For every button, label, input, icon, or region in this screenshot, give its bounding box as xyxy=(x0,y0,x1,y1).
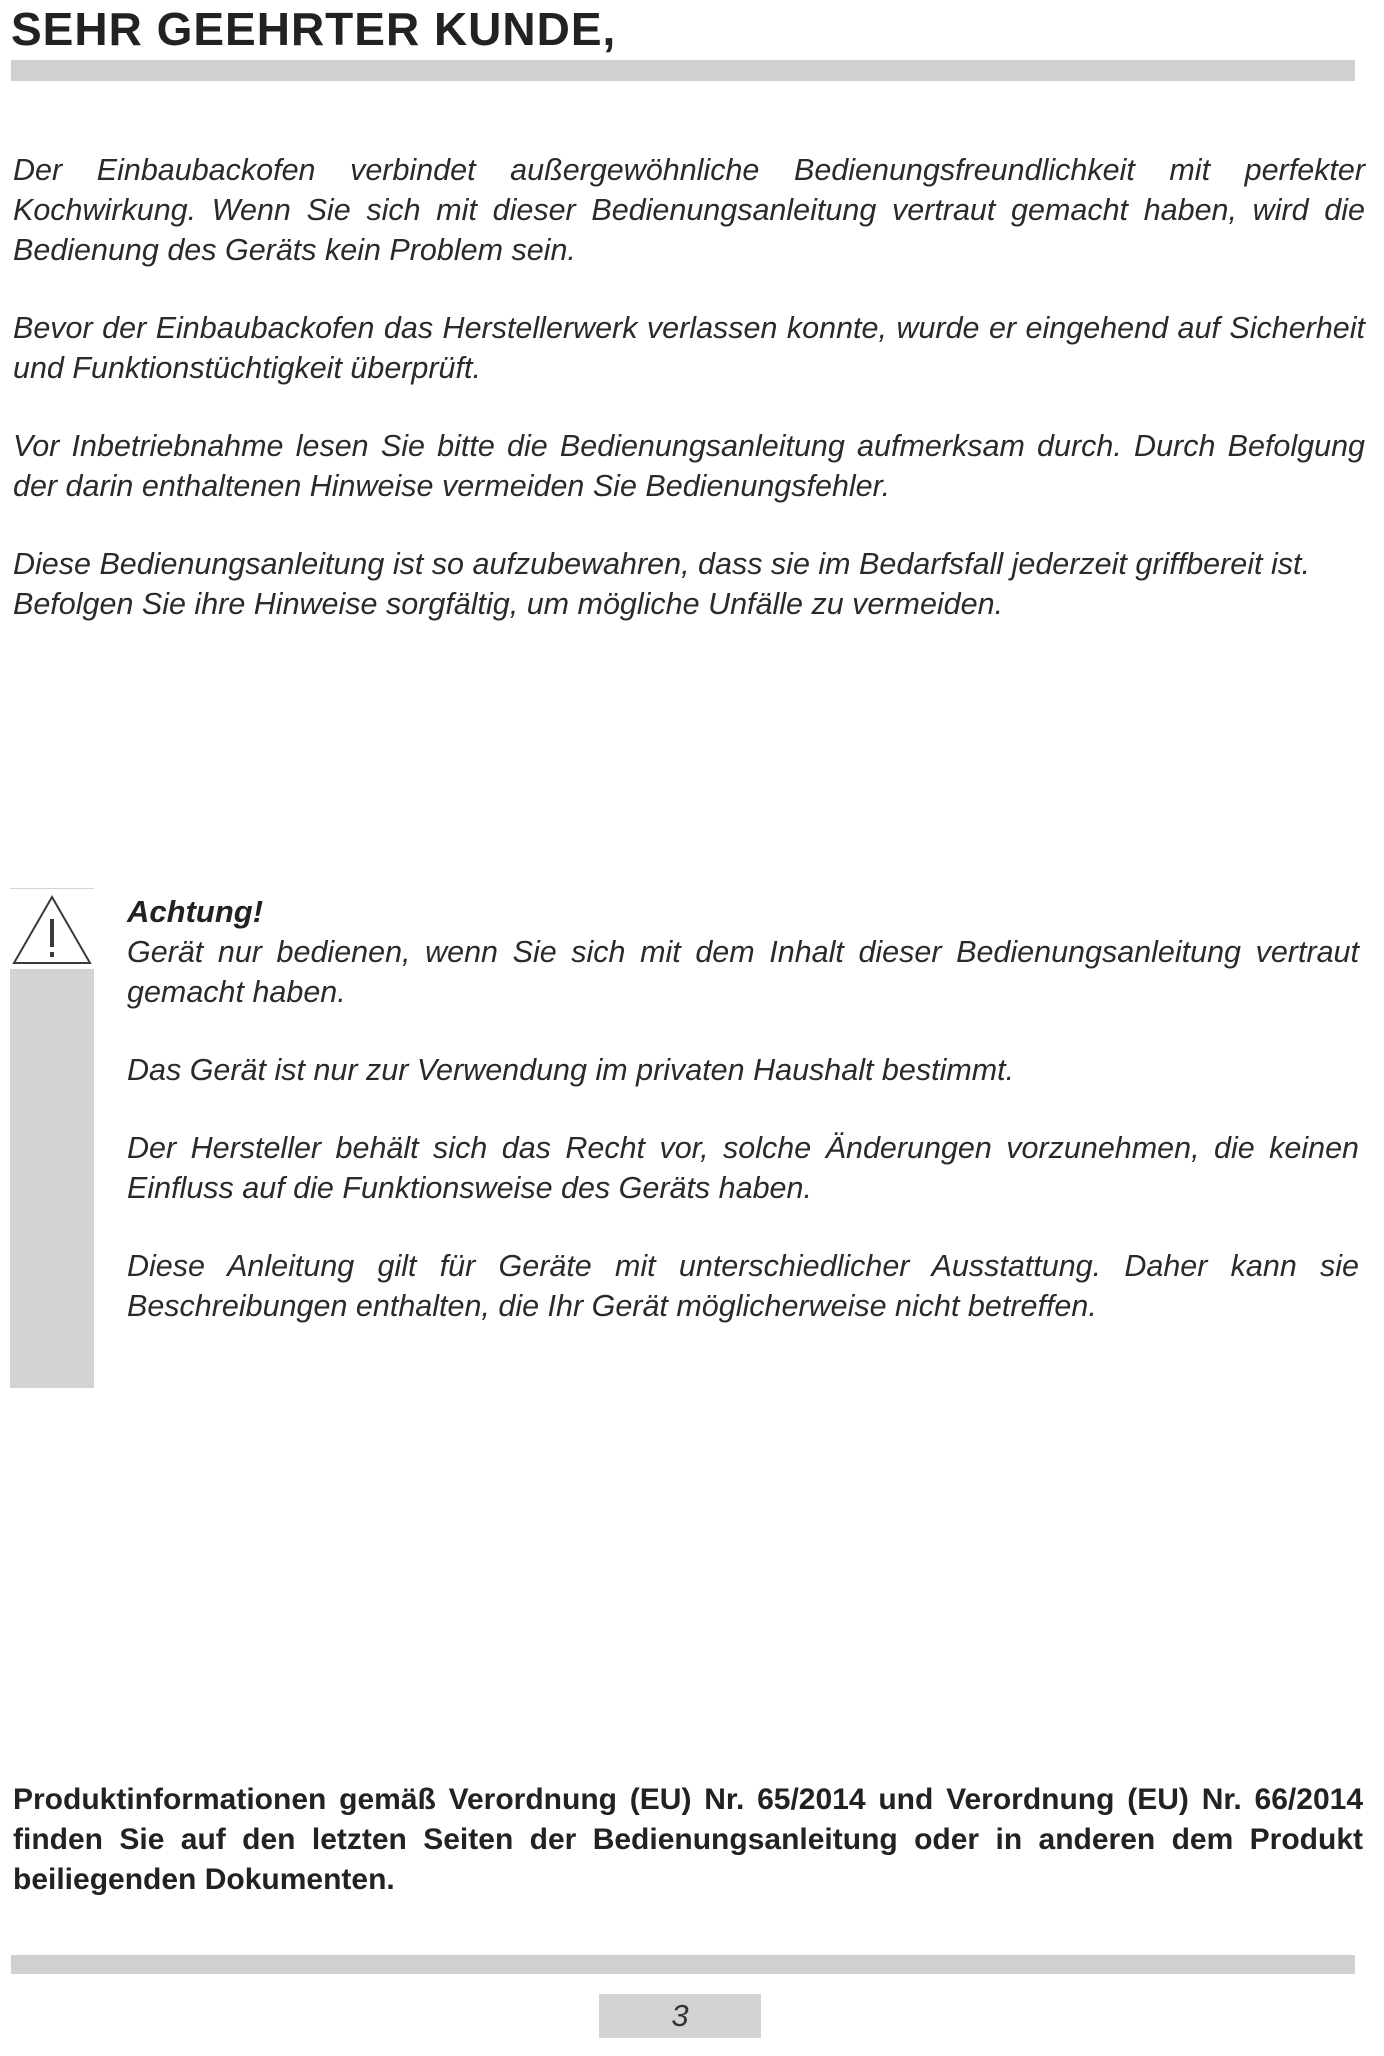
warning-paragraph: Diese Anleitung gilt für Geräte mit unterschiedlicher Ausstattung. Daher kann sie Beschreibungen enthalten, die Ihr Gerät möglicherweise nicht betreffen. xyxy=(127,1249,1359,1323)
warning-triangle-icon xyxy=(10,889,94,969)
warning-title: Achtung! xyxy=(127,894,264,929)
bottom-divider xyxy=(11,1955,1355,1974)
warning-paragraph: Der Hersteller behält sich das Recht vor, solche Änderungen vorzunehmen, die keinen Einfluss auf die Funktionsweise des Geräts haben. xyxy=(127,1131,1359,1205)
intro-paragraph: Diese Bedienungsanleitung ist so aufzubewahren, dass sie im Bedarfsfall jederzeit griffbereit ist. Befolgen Sie ihre Hinweise sorgfältig, um mögliche Unfälle zu vermeiden. xyxy=(13,547,1310,621)
page-heading: SEHR GEEHRTER KUNDE, xyxy=(11,3,617,55)
intro-paragraph: Vor Inbetriebnahme lesen Sie bitte die Bedienungsanleitung aufmerksam durch. Durch Befolgung der darin enthaltenen Hinweise vermeiden Sie Bedienungsfehler. xyxy=(13,429,1365,503)
warning-paragraph: Gerät nur bedienen, wenn Sie sich mit dem Inhalt dieser Bedienungsanleitung vertraut gemacht haben. xyxy=(127,935,1359,1009)
intro-section xyxy=(13,150,1365,662)
top-divider xyxy=(11,60,1355,81)
warning-paragraph: Das Gerät ist nur zur Verwendung im privaten Haushalt bestimmt. xyxy=(127,1053,1015,1087)
intro-paragraph: Bevor der Einbaubackofen das Herstellerwerk verlassen konnte, wurde er eingehend auf Sicherheit und Funktionstüchtigkeit überprüft. xyxy=(13,311,1365,385)
intro-paragraph: Der Einbaubackofen verbindet außergewöhnliche Bedienungsfreundlichkeit mit perfekter Kochwirkung. Wenn Sie sich mit dieser Bedienungsanleitung vertraut gemacht haben, wird die Bedienung des Geräts kein Problem sein. xyxy=(13,153,1365,267)
product-info-note: Produktinformationen gemäß Verordnung (EU) Nr. 65/2014 und Verordnung (EU) Nr. 66/2014 finden Sie auf den letzten Seiten der Bedienungsanleitung oder in anderen dem Produkt beiliegenden Dokumenten. xyxy=(13,1783,1363,1896)
page-number: 3 xyxy=(599,1994,761,2038)
warning-section xyxy=(127,892,1359,1364)
